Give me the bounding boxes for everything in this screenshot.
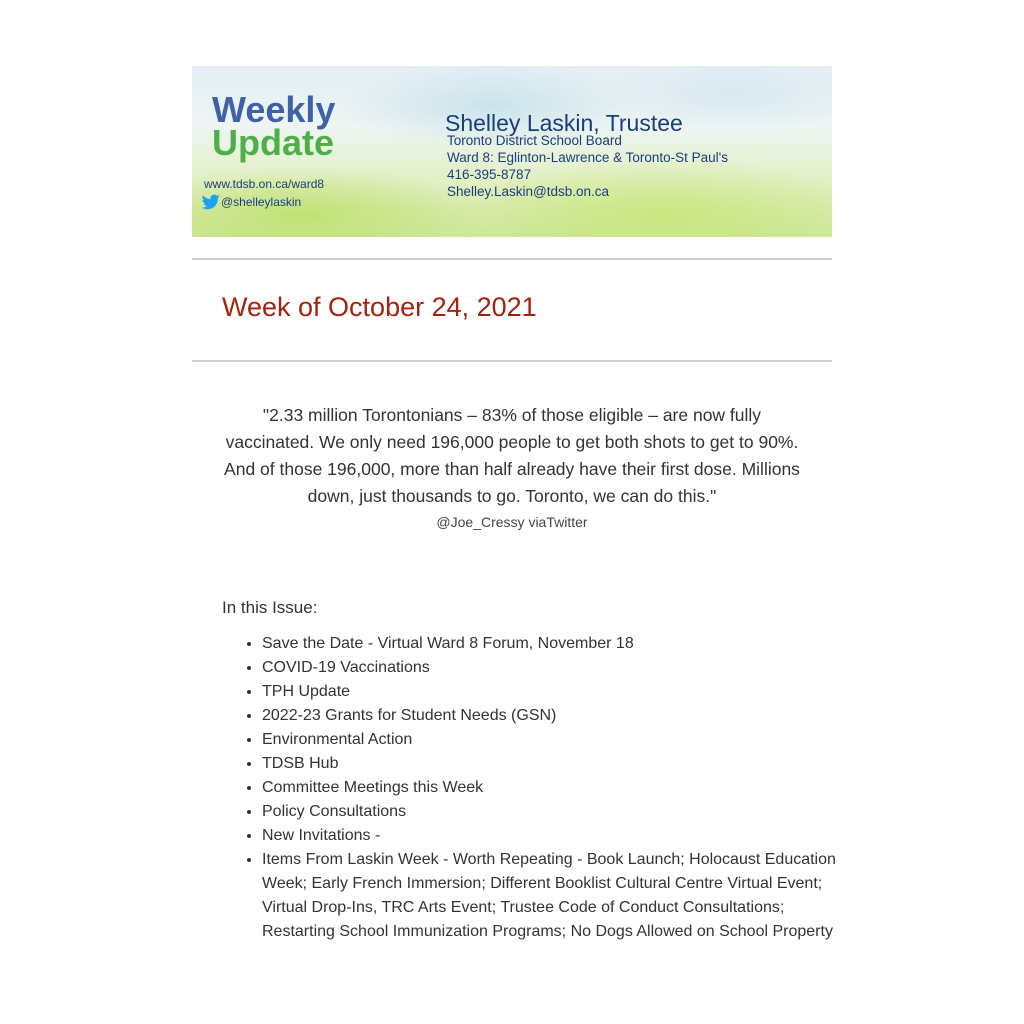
logo-update: Update (212, 122, 335, 163)
board-name: Toronto District School Board (447, 133, 622, 148)
email-link[interactable]: Shelley.Laskin@tdsb.on.ca (447, 184, 610, 199)
list-item: • New Invitations - (262, 824, 842, 848)
issue-list (222, 632, 842, 944)
list-item: • Policy Consultations (262, 800, 842, 824)
header-banner (192, 66, 832, 237)
list-item: • COVID-19 Vaccinations (262, 656, 842, 680)
phone-number: 416-395-8787 (447, 167, 532, 182)
list-item: • Save the Date - Virtual Ward 8 Forum, November 18 (262, 632, 842, 656)
list-item: • Items From Laskin Week - Worth Repeating - Book Launch; Holocaust Education Week; Early French Immersion; Different Booklist Cultural Centre Virtual Event; Virtual Drop-Ins, TRC Arts Event; Trustee Code of Conduct Consultations; Restarting School Immunization Programs; No Dogs Allowed on School Property (262, 848, 842, 944)
quote-text: "2.33 million Torontonians – 83% of those eligible – are now fully vaccinated. We only need 196,000 people to get both shots to get to 90%. And of those 196,000, more than half already have their first dose. Millions down, just thousands to go. Toronto, we can do this." (224, 405, 800, 506)
divider-bottom (192, 360, 832, 362)
list-item: • 2022-23 Grants for Student Needs (GSN) (262, 704, 842, 728)
twitter-link[interactable] (202, 194, 301, 210)
issue-heading: In this Issue: (222, 598, 318, 617)
week-title: Week of October 24, 2021 (222, 292, 537, 322)
logo-weekly: Weekly (212, 89, 336, 130)
website-link[interactable]: www.tdsb.on.ca/ward8 (204, 177, 325, 191)
list-item: • TPH Update (262, 680, 842, 704)
quote-attribution: @Joe_Cressy viaTwitter (436, 514, 588, 530)
twitter-bird-icon (202, 194, 220, 210)
list-item: • TDSB Hub (262, 752, 842, 776)
trustee-name: Shelley Laskin, Trustee (445, 110, 683, 136)
twitter-handle: @shelleylaskin (221, 195, 302, 209)
list-item: • Environmental Action (262, 728, 842, 752)
divider-top (192, 258, 832, 260)
ward-name: Ward 8: Eglinton-Lawrence & Toronto-St Paul's (447, 150, 728, 165)
list-item: • Committee Meetings this Week (262, 776, 842, 800)
